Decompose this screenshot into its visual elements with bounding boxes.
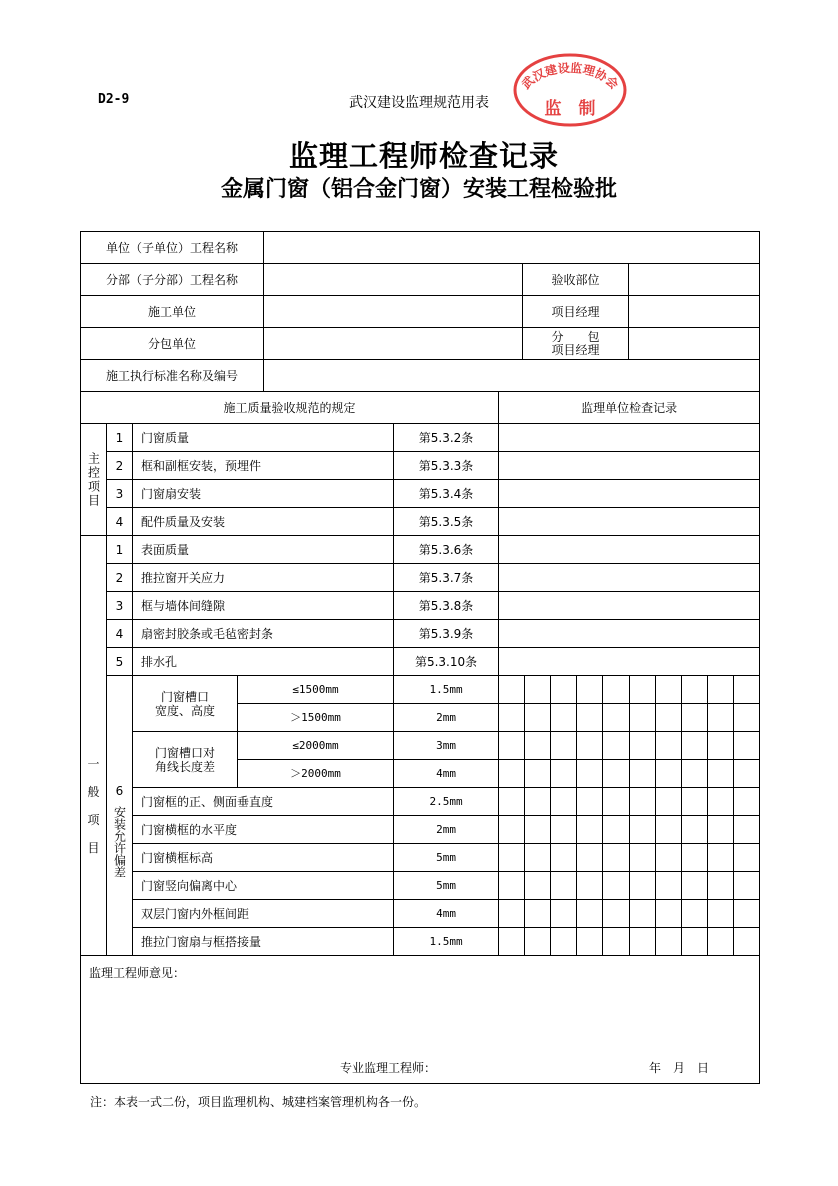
item-number: 3 <box>107 592 133 620</box>
record-cell[interactable] <box>525 704 551 732</box>
record-cell[interactable] <box>603 788 629 816</box>
item-clause: 第5.3.8条 <box>394 592 499 620</box>
item-number: 1 <box>107 424 133 452</box>
table-row <box>81 620 760 648</box>
record-cell[interactable] <box>499 508 760 536</box>
sub-project-manager-field[interactable] <box>629 328 760 360</box>
group-name-line1: 门窗槽口 <box>160 689 209 704</box>
tolerance-item-name: 门窗框的正、侧面垂直度 <box>133 788 394 816</box>
official-seal-stamp <box>510 52 630 130</box>
tolerance-condition: ≤1500mm <box>238 676 394 704</box>
project-info-table <box>80 231 760 392</box>
table-row <box>81 564 760 592</box>
tolerance-group-name <box>133 676 238 732</box>
table-row <box>81 648 760 676</box>
info-row <box>81 360 760 392</box>
record-cell[interactable] <box>499 872 525 900</box>
table-row <box>81 480 760 508</box>
engineer-signature-label: 专业监理工程师： <box>340 1061 437 1075</box>
tolerance-value: 2mm <box>394 704 499 732</box>
group-name-line2: 角线长度差 <box>154 759 215 774</box>
contractor-label: 施工单位 <box>81 296 264 328</box>
info-row <box>81 328 760 360</box>
record-cell[interactable] <box>629 872 655 900</box>
main-control-section-label: 主控项目 <box>81 424 107 536</box>
record-cell[interactable] <box>733 676 759 704</box>
item-name: 表面质量 <box>133 536 394 564</box>
sub-project-field[interactable] <box>264 264 523 296</box>
record-cell[interactable] <box>655 872 681 900</box>
tolerance-row <box>81 816 760 844</box>
record-cell[interactable] <box>733 928 759 956</box>
form-series <box>0 92 838 112</box>
record-cell[interactable] <box>603 928 629 956</box>
inspection-table <box>80 391 760 1084</box>
record-cell[interactable] <box>629 676 655 704</box>
tolerance-row <box>81 900 760 928</box>
table-row <box>81 424 760 452</box>
page-title: 监理工程师检查记录 <box>288 139 559 173</box>
table-row <box>81 452 760 480</box>
form-series-text: 武汉建设监理规范用表 <box>349 95 489 111</box>
item-number: 2 <box>107 564 133 592</box>
acceptance-part-field[interactable] <box>629 264 760 296</box>
item-name: 配件质量及安装 <box>133 508 394 536</box>
record-cell[interactable] <box>655 676 681 704</box>
record-cell[interactable] <box>707 872 733 900</box>
item-clause: 第5.3.10条 <box>394 648 499 676</box>
record-cell[interactable] <box>733 816 759 844</box>
record-cell[interactable] <box>499 536 760 564</box>
tolerance-item-name: 双层门窗内外框间距 <box>133 900 394 928</box>
tolerance-item-name: 门窗横框的水平度 <box>133 816 394 844</box>
opinion-label: 监理工程师意见： <box>89 966 186 980</box>
record-cell[interactable] <box>577 788 603 816</box>
record-cell[interactable] <box>499 676 525 704</box>
record-cell[interactable] <box>629 732 655 760</box>
remarks-row <box>81 956 760 1084</box>
tolerance-row <box>81 788 760 816</box>
group-name-line1: 门窗槽口对 <box>154 745 215 760</box>
record-cell[interactable] <box>629 844 655 872</box>
record-cell[interactable] <box>603 844 629 872</box>
info-row <box>81 264 760 296</box>
item-number: 5 <box>107 648 133 676</box>
item-name: 门窗扇安装 <box>133 480 394 508</box>
tolerance-value: 2mm <box>394 816 499 844</box>
record-cell[interactable] <box>603 816 629 844</box>
tolerance-value: 5mm <box>394 872 499 900</box>
record-cell[interactable] <box>499 900 525 928</box>
tolerance-section <box>107 676 133 956</box>
record-cell[interactable] <box>551 900 577 928</box>
record-cell[interactable] <box>629 788 655 816</box>
record-cell[interactable] <box>707 676 733 704</box>
record-cell[interactable] <box>499 424 760 452</box>
record-cell[interactable] <box>603 704 629 732</box>
record-cell[interactable] <box>681 844 707 872</box>
sub-project-label: 分部（子分部）工程名称 <box>81 264 264 296</box>
record-cell[interactable] <box>499 452 760 480</box>
record-cell[interactable] <box>603 900 629 928</box>
item-clause: 第5.3.2条 <box>394 424 499 452</box>
record-cell[interactable] <box>629 760 655 788</box>
record-cell[interactable] <box>577 676 603 704</box>
sub-pm-label-line2: 项目经理 <box>551 342 600 357</box>
record-cell[interactable] <box>655 844 681 872</box>
subcontractor-field[interactable] <box>264 328 523 360</box>
record-cell[interactable] <box>707 816 733 844</box>
item-name: 框和副框安装，预埋件 <box>133 452 394 480</box>
record-cell[interactable] <box>733 704 759 732</box>
item-clause: 第5.3.4条 <box>394 480 499 508</box>
record-cell[interactable] <box>499 760 525 788</box>
item-clause: 第5.3.9条 <box>394 620 499 648</box>
tolerance-item-name: 门窗横框标高 <box>133 844 394 872</box>
record-cell[interactable] <box>577 760 603 788</box>
svg-text:监 制: 监 制 <box>544 99 596 119</box>
record-cell[interactable] <box>733 900 759 928</box>
record-cell[interactable] <box>629 816 655 844</box>
item-clause: 第5.3.5条 <box>394 508 499 536</box>
form-code: D2-9 <box>98 92 130 107</box>
remarks-cell[interactable] <box>81 956 760 1084</box>
record-cell[interactable] <box>629 900 655 928</box>
unit-project-field[interactable] <box>264 232 760 264</box>
record-cell[interactable] <box>551 788 577 816</box>
record-cell[interactable] <box>655 928 681 956</box>
tolerance-value: 4mm <box>394 900 499 928</box>
tolerance-condition: ＞1500mm <box>238 704 394 732</box>
record-cell[interactable] <box>603 760 629 788</box>
record-cell[interactable] <box>525 844 551 872</box>
record-cell[interactable] <box>525 788 551 816</box>
record-cell[interactable] <box>499 480 760 508</box>
tolerance-value: 1.5mm <box>394 676 499 704</box>
record-cell[interactable] <box>681 928 707 956</box>
record-cell[interactable] <box>603 872 629 900</box>
record-cell[interactable] <box>707 928 733 956</box>
item-number: 3 <box>107 480 133 508</box>
tolerance-value: 3mm <box>394 732 499 760</box>
table-row <box>81 508 760 536</box>
record-cell[interactable] <box>577 872 603 900</box>
record-cell[interactable] <box>551 928 577 956</box>
record-cell[interactable] <box>707 760 733 788</box>
item-number: 2 <box>107 452 133 480</box>
tolerance-row <box>81 872 760 900</box>
record-cell[interactable] <box>551 704 577 732</box>
record-cell[interactable] <box>551 844 577 872</box>
svg-text:武汉建设监理协会: 武汉建设监理协会 <box>519 60 621 92</box>
record-cell[interactable] <box>733 872 759 900</box>
record-cell[interactable] <box>499 788 525 816</box>
record-cell[interactable] <box>707 788 733 816</box>
tolerance-row <box>81 844 760 872</box>
general-section-label <box>81 536 107 956</box>
record-cell[interactable] <box>551 816 577 844</box>
spec-header: 施工质量验收规范的规定 <box>81 392 499 424</box>
record-cell[interactable] <box>551 732 577 760</box>
tolerance-number: 6 <box>115 783 124 798</box>
record-cell[interactable] <box>681 704 707 732</box>
record-cell[interactable] <box>629 704 655 732</box>
record-cell[interactable] <box>655 760 681 788</box>
tolerance-row <box>81 676 760 704</box>
unit-project-label: 单位（子单位）工程名称 <box>81 232 264 264</box>
record-cell[interactable] <box>681 788 707 816</box>
item-clause: 第5.3.3条 <box>394 452 499 480</box>
tolerance-value: 2.5mm <box>394 788 499 816</box>
record-cell[interactable] <box>499 620 760 648</box>
tolerance-row <box>81 928 760 956</box>
record-cell[interactable] <box>577 900 603 928</box>
record-cell[interactable] <box>655 900 681 928</box>
record-cell[interactable] <box>577 704 603 732</box>
record-cell[interactable] <box>655 816 681 844</box>
record-cell[interactable] <box>707 844 733 872</box>
tolerance-item-name: 推拉门窗扇与框搭接量 <box>133 928 394 956</box>
record-cell[interactable] <box>733 760 759 788</box>
record-cell[interactable] <box>603 676 629 704</box>
standard-field[interactable] <box>264 360 760 392</box>
page-subtitle: 金属门窗（铝合金门窗）安装工程检验批 <box>220 176 617 202</box>
footnote: 注：本表一式二份，项目监理机构、城建档案管理机构各一份。 <box>90 1095 427 1109</box>
record-cell[interactable] <box>577 732 603 760</box>
record-cell[interactable] <box>525 872 551 900</box>
tolerance-condition: ≤2000mm <box>238 732 394 760</box>
item-name: 排水孔 <box>133 648 394 676</box>
record-cell[interactable] <box>525 928 551 956</box>
item-name: 推拉窗开关应力 <box>133 564 394 592</box>
acceptance-part-label: 验收部位 <box>523 264 629 296</box>
item-clause: 第5.3.6条 <box>394 536 499 564</box>
tolerance-item-name: 门窗竖向偏离中心 <box>133 872 394 900</box>
general-section-text: 一般项目 <box>87 756 100 855</box>
record-cell[interactable] <box>499 844 525 872</box>
item-name: 框与墙体间缝隙 <box>133 592 394 620</box>
table-header-row <box>81 392 760 424</box>
project-manager-field[interactable] <box>629 296 760 328</box>
record-cell[interactable] <box>655 704 681 732</box>
record-header: 监理单位检查记录 <box>499 392 760 424</box>
record-cell[interactable] <box>499 648 760 676</box>
record-cell[interactable] <box>525 760 551 788</box>
record-cell[interactable] <box>525 900 551 928</box>
record-cell[interactable] <box>681 872 707 900</box>
record-cell[interactable] <box>733 732 759 760</box>
record-cell[interactable] <box>655 732 681 760</box>
record-cell[interactable] <box>707 900 733 928</box>
item-clause: 第5.3.7条 <box>394 564 499 592</box>
tolerance-value: 1.5mm <box>394 928 499 956</box>
tolerance-value: 4mm <box>394 760 499 788</box>
record-cell[interactable] <box>499 816 525 844</box>
subcontractor-label: 分包单位 <box>81 328 264 360</box>
sub-pm-label-line1: 分 包 <box>551 329 600 344</box>
item-name: 门窗质量 <box>133 424 394 452</box>
record-cell[interactable] <box>733 844 759 872</box>
item-number: 1 <box>107 536 133 564</box>
record-cell[interactable] <box>603 732 629 760</box>
record-cell[interactable] <box>499 928 525 956</box>
table-row <box>81 592 760 620</box>
project-manager-label: 项目经理 <box>523 296 629 328</box>
record-cell[interactable] <box>655 788 681 816</box>
standard-label: 施工执行标准名称及编号 <box>81 360 264 392</box>
record-cell[interactable] <box>499 592 760 620</box>
group-name-line2: 宽度、高度 <box>154 703 215 718</box>
record-cell[interactable] <box>525 676 551 704</box>
sub-project-manager-label <box>523 328 629 360</box>
date-label: 年 月 日 <box>649 1061 710 1075</box>
item-number: 4 <box>107 508 133 536</box>
tolerance-label: 安装允许偏差 <box>112 805 127 878</box>
record-cell[interactable] <box>577 928 603 956</box>
record-cell[interactable] <box>499 732 525 760</box>
record-cell[interactable] <box>577 844 603 872</box>
record-cell[interactable] <box>733 788 759 816</box>
record-cell[interactable] <box>525 732 551 760</box>
record-cell[interactable] <box>681 676 707 704</box>
record-cell[interactable] <box>551 872 577 900</box>
tolerance-row <box>81 732 760 760</box>
tolerance-value: 5mm <box>394 844 499 872</box>
record-cell[interactable] <box>629 928 655 956</box>
record-cell[interactable] <box>551 760 577 788</box>
item-number: 4 <box>107 620 133 648</box>
record-cell[interactable] <box>525 816 551 844</box>
tolerance-group-name <box>133 732 238 788</box>
table-row <box>81 536 760 564</box>
record-cell[interactable] <box>681 900 707 928</box>
record-cell[interactable] <box>499 564 760 592</box>
record-cell[interactable] <box>681 732 707 760</box>
contractor-field[interactable] <box>264 296 523 328</box>
tolerance-condition: ＞2000mm <box>238 760 394 788</box>
record-cell[interactable] <box>681 816 707 844</box>
record-cell[interactable] <box>707 704 733 732</box>
record-cell[interactable] <box>577 816 603 844</box>
record-cell[interactable] <box>499 704 525 732</box>
record-cell[interactable] <box>681 760 707 788</box>
record-cell[interactable] <box>551 676 577 704</box>
info-row <box>81 296 760 328</box>
record-cell[interactable] <box>707 732 733 760</box>
info-row <box>81 232 760 264</box>
item-name: 扇密封胶条或毛毡密封条 <box>133 620 394 648</box>
